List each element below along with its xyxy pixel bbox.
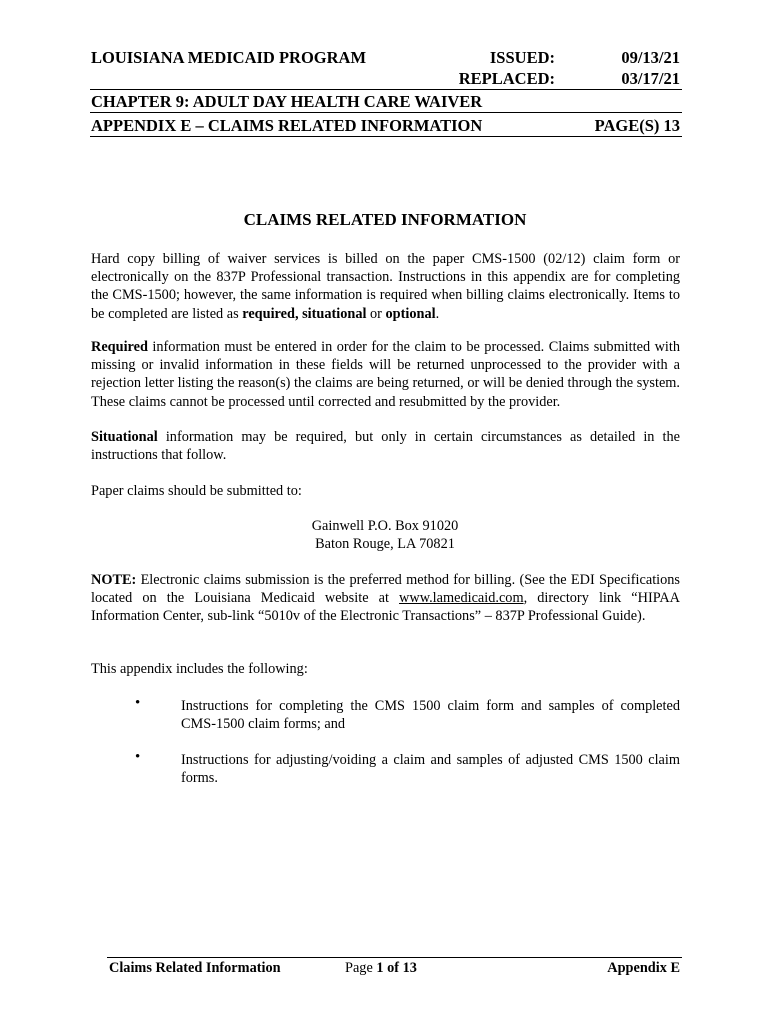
chapter-title: CHAPTER 9: ADULT DAY HEALTH CARE WAIVER <box>91 92 483 111</box>
note-paragraph: NOTE: Electronic claims submission is the preferred method for billing. (See the EDI Specifications located on the Louisiana Medicaid website at www.lamedicaid.com, directory link “HIPAA Information Center, sub-link “5010v of the Electronic Transactions” – 837P Professional Guide). <box>91 572 680 625</box>
page-count: PAGE(S) 13 <box>594 116 680 135</box>
program-name: LOUISIANA MEDICAID PROGRAM <box>91 48 367 67</box>
replaced-label: REPLACED: <box>458 69 555 88</box>
paper-claims-paragraph: Paper claims should be submitted to: <box>91 483 302 499</box>
issued-label: ISSUED: <box>489 48 555 67</box>
appendix-includes-paragraph: This appendix includes the following: <box>91 661 308 677</box>
header-rule-top <box>90 89 682 90</box>
document-title: CLAIMS RELATED INFORMATION <box>243 210 527 229</box>
address-line-1: Gainwell P.O. Box 91020 <box>311 518 459 534</box>
address-line-2: Baton Rouge, LA 70821 <box>315 536 455 552</box>
header-rule-bottom <box>90 136 682 137</box>
bullet-icon: • <box>135 749 141 765</box>
list-item: Instructions for completing the CMS 1500 claim form and samples of completed CMS-1500 claim forms; and <box>181 698 680 733</box>
intro-paragraph: Hard copy billing of waiver services is billed on the paper CMS-1500 (02/12) claim form or electronically on the 837P Professional transaction. Instructions in this appendix are for completing the CMS-1500; however, the same information is required when billing claims electronically. Items to be completed are listed as required, situational or optional. <box>91 251 680 322</box>
situational-paragraph: Situational information may be required, but only in certain circumstances as detailed in the instructions that follow. <box>91 429 680 464</box>
footer-page-number: Page 1 of 13 <box>345 960 417 976</box>
bullet-icon: • <box>135 695 141 711</box>
list-item: Instructions for adjusting/voiding a claim and samples of adjusted CMS 1500 claim forms. <box>181 752 680 787</box>
issued-date: 09/13/21 <box>621 48 680 67</box>
replaced-date: 03/17/21 <box>621 69 680 88</box>
header-rule-middle <box>90 112 682 113</box>
footer-left: Claims Related Information <box>109 960 281 976</box>
footer-rule <box>107 957 682 958</box>
required-paragraph: Required information must be entered in order for the claim to be processed. Claims submitted with missing or invalid information in these fields will be returned unprocessed to the provider with a rejection letter listing the reason(s) the claims are being returned, or will be denied through the system. These claims cannot be processed until corrected and resubmitted by the provider. <box>91 339 680 410</box>
footer-right: Appendix E <box>607 960 680 976</box>
lamedicaid-link[interactable]: www.lamedicaid.com <box>399 590 524 607</box>
appendix-title: APPENDIX E – CLAIMS RELATED INFORMATION <box>91 116 483 135</box>
